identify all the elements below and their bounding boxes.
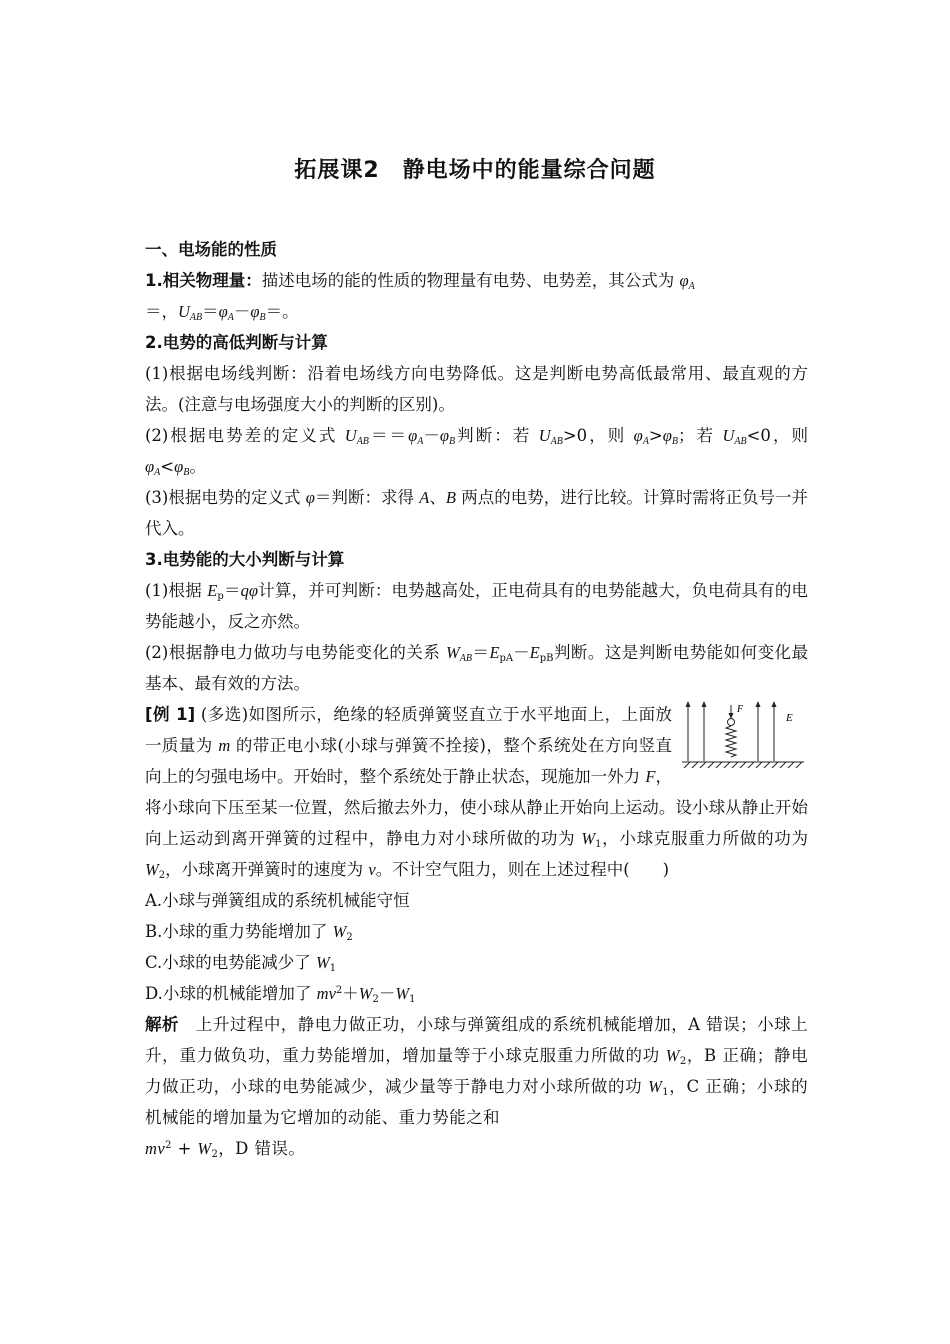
- ball: [728, 719, 735, 726]
- item-label: 1.相关物理量：: [145, 271, 262, 290]
- option-d: D.小球的机械能增加了 $mv^2+W_2-W_1$: [145, 984, 416, 1005]
- paragraph-related-quantities: 1.相关物理量：描述电场的能的性质的物理量有电势、电势差，其公式为 $\varphi_A$ ＝，$U_{AB}=\varphi_A-\varphi_B=$。: [145, 271, 695, 323]
- paragraph: (3)根据电势的定义式 φ＝判断：求得 A、B 两点的电势，进行比较。计算时需将正负号一并代入。: [145, 488, 809, 538]
- analysis-paragraph: 解析 上升过程中，静电力做正功，小球与弹簧组成的系统机械能增加，A 错误；小球上升，重力做负功，重力势能增加，增加量等于小球克服重力所做的功 $W_2$，B 正确；静电力做正功，小球的电势能减少，减少量等于静电力对小球所做的功 $W_1$，C 正确；小球的机械能的增加量为它增加的动能、重力势能之和 $mv^2 + W_2$，D 错误。: [145, 1015, 808, 1160]
- analysis-label: 解析: [145, 1015, 179, 1034]
- paragraph: (2)根据电势差的定义式 $U_{AB}==\varphi_A-\varphi_B$判断：若 $U_{AB}>0$，则 $\varphi_A>\varphi_B$；若 $U_{AB}<0$，则 $\varphi_A<\varphi_B$。: [145, 426, 809, 478]
- option-a: A.小球与弹簧组成的系统机械能守恒: [145, 891, 410, 910]
- subsection-heading: 2.电势的高低判断与计算: [145, 333, 328, 352]
- label-E: E: [786, 712, 793, 724]
- example-label: [例 1]: [145, 705, 196, 724]
- option-c: C.小球的电势能减少了 $W_1$: [145, 953, 337, 974]
- page-title: 拓展课2 静电场中的能量综合问题: [294, 158, 656, 183]
- section-heading: 一、电场能的性质: [145, 240, 277, 259]
- label-F: F: [737, 704, 744, 715]
- paragraph: (2)根据静电力做功与电势能变化的关系 $W_{AB}=E_{pA}-E_{pB}$判断。这是判断电势能如何变化最基本、最有效的方法。: [145, 643, 809, 693]
- option-b: B.小球的重力势能增加了 $W_2$: [145, 922, 353, 943]
- spring-field-diagram: [682, 699, 808, 779]
- example-block: [145, 699, 808, 1009]
- example-text: [例 1] (多选)如图所示，绝缘的轻质弹簧竖直立于水平地面上，上面放一质量为 m 的带正电小球(小球与弹簧不拴接)，整个系统处在方向竖直向上的匀强电场中。开始时，整个系统处于静止状态，现施加一外力 F，将小球向下压至某一位置，然后撤去外力，使小球从静止开始向上运动。设小球从静止开始向上运动到离开弹簧的过程中，静电力对小球所做的功为 $W_1$，小球克服重力所做的功为 $W_2$，小球离开弹簧时的速度为 v。不计空气阻力，则在上述过程中( ): [145, 705, 809, 881]
- content-body: [145, 234, 808, 1164]
- paragraph: (1)根据 $E_p=q\varphi$计算，并可判断：电势越高处，正电荷具有的电势能越大，负电荷具有的电势能越小，反之亦然。: [145, 581, 809, 631]
- paragraph: (1)根据电场线判断：沿着电场线方向电势降低。这是判断电势高低最常用、最直观的方法。(注意与电场强度大小的判断的区别)。: [145, 364, 808, 414]
- subsection-heading: 3.电势能的大小判断与计算: [145, 550, 345, 569]
- spring: [726, 726, 736, 757]
- ground-hatch: [684, 762, 802, 768]
